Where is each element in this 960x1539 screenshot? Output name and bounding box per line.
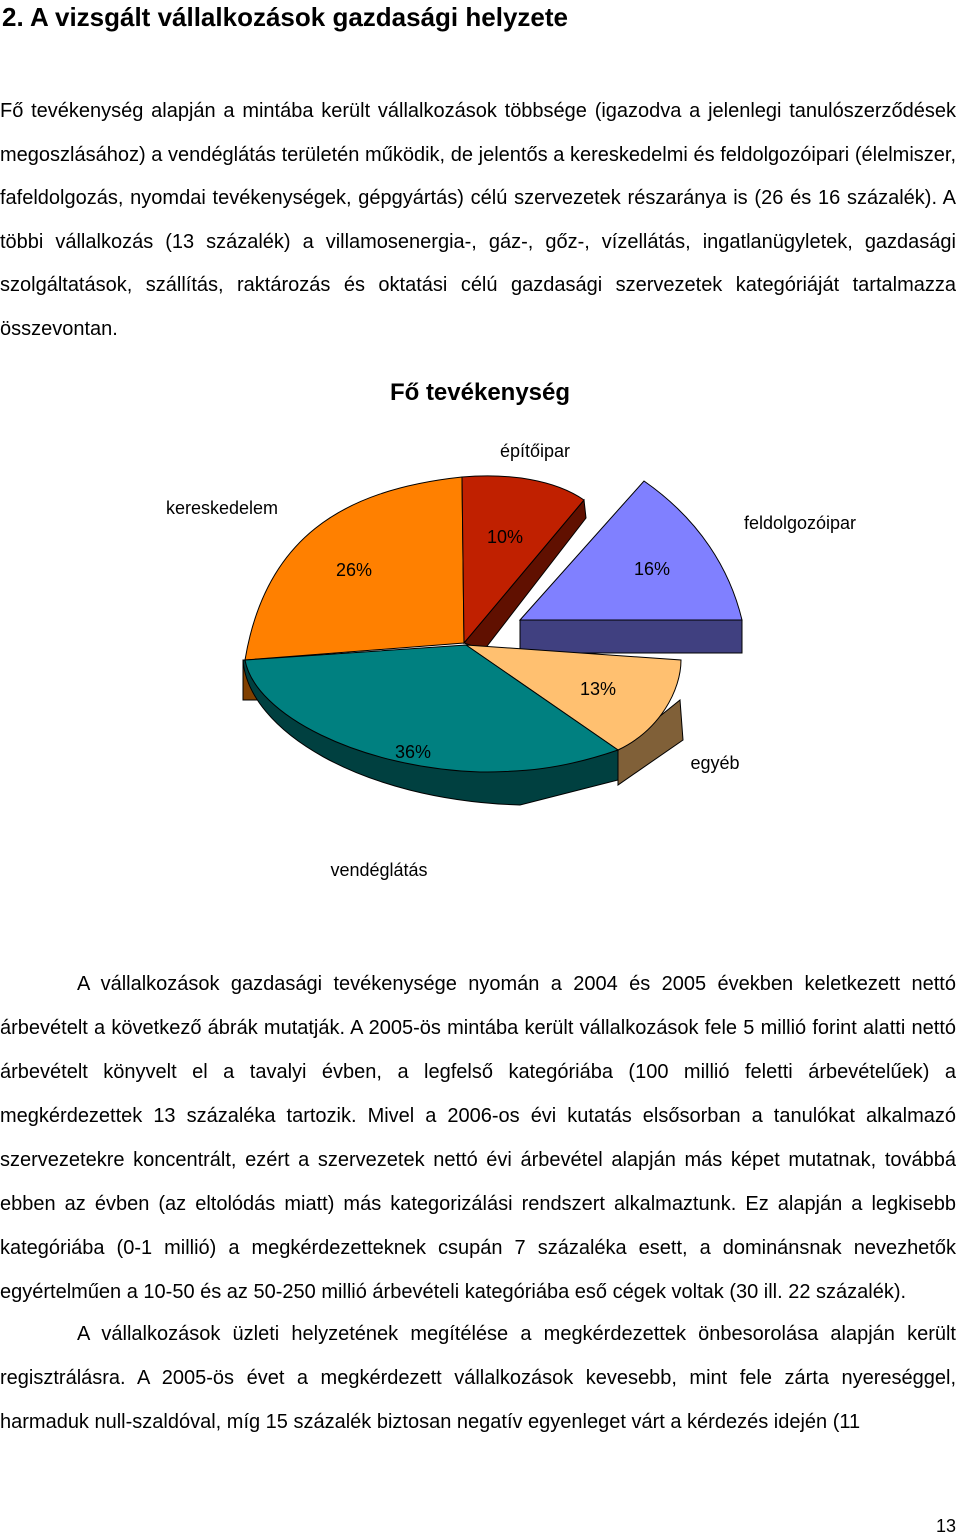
value-feldolgozoipar: 16%: [633, 559, 671, 579]
side-feldolgozoipar: [520, 620, 742, 653]
section-heading: 2. A vizsgált vállalkozások gazdasági helyzete: [2, 2, 568, 32]
value-egyeb: 13%: [579, 679, 617, 699]
label-egyeb: egyéb: [690, 753, 740, 773]
label-kereskedelem: kereskedelem: [165, 498, 279, 518]
business-situation-paragraph: A vállalkozások üzleti helyzetének megítélése a megkérdezettek önbesorolása alapján került regisztrálásra. A 2005-ös évet a megkérdezett vállalkozások kevesebb, mint fele zárta nyereséggel, harmaduk null-szaldóval, míg 15 százalék biztosan negatív egyenleget várt a kérdezés idején (11: [0, 1323, 956, 1433]
chart-title: Fő tevékenység: [389, 379, 571, 406]
main-activity-pie-chart: [0, 360, 960, 920]
intro-paragraph: Fő tevékenység alapján a mintába került vállalkozások többsége (igazodva a jelenlegi tanulószerződések megoszlásához) a vendéglátás területén működik, de jelentős a kereskedelmi és feldolgozóipari (élelmiszer, fafeldolgozás, nyomdai tevékenységek, gépgyártás) célú szervezetek részaránya is (26 és 16 százalék). A többi vállalkozás (13 százalék) a villamosenergia-, gáz-, gőz-, vízellátás, ingatlanügyletek, gazdasági szolgáltatások, szállítás, raktározás és oktatási célú gazdasági szervezetek kategóriáját tartalmazza összevontan.: [0, 100, 956, 340]
page-number: 13: [935, 1516, 956, 1536]
label-vendeglatas: vendéglátás: [330, 860, 428, 880]
revenue-paragraph: A vállalkozások gazdasági tevékenysége nyomán a 2004 és 2005 években keletkezett nettó árbevételt a következő ábrák mutatják. A 2005-ös mintába került vállalkozások fele 5 millió forint alatti nettó árbevételt könyvelt el a tavalyi évben, a legfelső kategóriába (100 millió feletti árbevételűek) a megkérdezettek 13 százaléka tartozik. Mivel a 2006-os évi kutatás elsősorban a tanulókat alkalmazó szervezetekre koncentrált, ezért a szervezetek nettó évi árbevétel alapján más képet mutatnak, továbbá ebben az évben (az eltolódás miatt) más kategorizálási rendszert alkalmaztunk. Ez alapján a legkisebb kategóriába (0-1 millió) a megkérdezetteknek csupán 7 százaléka esett, a dominánsnak nevezhetők egyértelműen a 10-50 és az 50-250 millió árbevételi kategóriába eső cégek voltak (30 ill. 22 százalék).: [0, 973, 956, 1303]
value-epitoipar: 10%: [486, 527, 524, 547]
value-kereskedelem: 26%: [335, 560, 373, 580]
label-feldolgozoipar: feldolgozóipar: [743, 513, 857, 533]
label-epitoipar: építőipar: [499, 441, 571, 461]
value-vendeglatas: 36%: [394, 742, 432, 762]
